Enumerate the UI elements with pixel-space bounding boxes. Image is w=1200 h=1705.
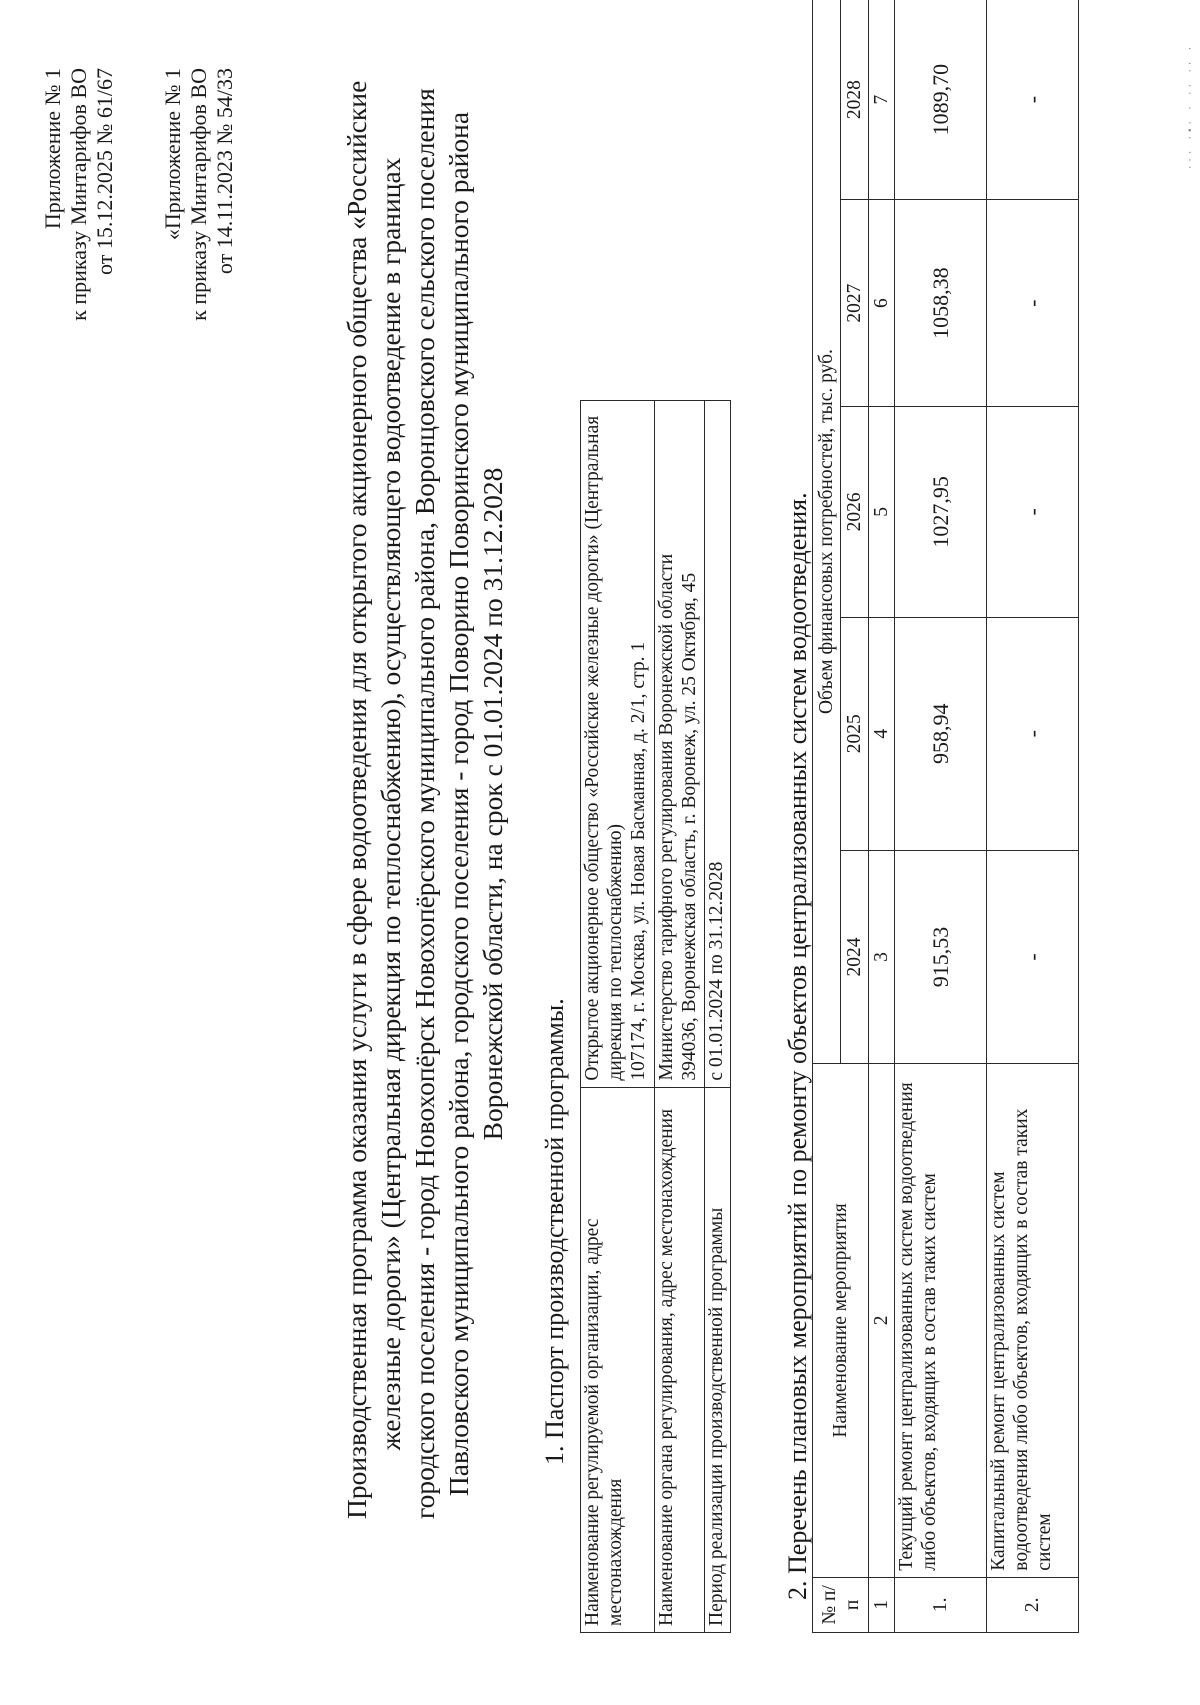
original-stamp-line: «Приложение № 1	[160, 68, 185, 241]
table-row	[655, 401, 705, 1633]
row-value: -	[987, 407, 1079, 618]
original-stamp-line: от 14.11.2023 № 54/33	[212, 68, 237, 275]
approval-stamp-line: Приложение № 1	[40, 68, 65, 230]
approval-stamp	[40, 68, 118, 321]
passport-table	[580, 400, 731, 1633]
row-value: 1089,70	[895, 0, 987, 200]
column-number-row	[869, 0, 895, 1633]
title-line: Павловского муниципального района, городского поселения - город Поворино Поворинского муниципального района	[443, 111, 474, 1497]
row-value: 1058,38	[895, 200, 987, 407]
table-row	[705, 401, 731, 1633]
column-number: 7	[869, 0, 895, 200]
document-title	[340, 80, 510, 1519]
original-stamp-line: к приказу Минтарифов ВО	[186, 68, 211, 321]
table-header-row	[813, 0, 841, 1633]
original-order-stamp	[160, 68, 238, 321]
works-table	[812, 0, 1079, 1633]
header-group: Объем финансовых потребностей, тыс. руб.	[813, 0, 841, 1064]
approval-stamp-line: к приказу Минтарифов ВО	[66, 68, 91, 321]
column-number: 3	[869, 850, 895, 1063]
header-year: 2025	[841, 617, 869, 850]
table-row	[895, 0, 987, 1633]
column-number: 5	[869, 407, 895, 618]
header-year: 2026	[841, 407, 869, 618]
header-year: 2027	[841, 200, 869, 407]
row-value: -	[987, 200, 1079, 407]
passport-value: Министерство тарифного регулирования Воронежской области 394036, Воронежская область, г. Воронеж, ул. 25 Октября, 45	[655, 401, 705, 1088]
column-number: 6	[869, 200, 895, 407]
row-value: 915,53	[895, 850, 987, 1063]
header-year: 2028	[841, 0, 869, 200]
passport-value: с 01.01.2024 по 31.12.2028	[705, 401, 731, 1088]
passport-heading: 1. Паспорт производственной программы.	[540, 998, 569, 1465]
column-number: 1	[869, 1577, 895, 1632]
row-value: 958,94	[895, 617, 987, 850]
row-num: 2.	[987, 1577, 1079, 1632]
table-row	[987, 0, 1079, 1633]
row-value: -	[987, 0, 1079, 200]
column-number: 2	[869, 1064, 895, 1578]
passport-value: Открытое акционерное общество «Российские железные дороги» (Центральная дирекция по теплоснабжению) 107174, г. Москва, ул. Новая Басманная, д. 2/1, стр. 1	[581, 401, 655, 1088]
approval-stamp-line: от 15.12.2025 № 61/67	[92, 68, 117, 275]
row-value: 1027,95	[895, 407, 987, 618]
header-year: 2024	[841, 850, 869, 1063]
row-value: -	[987, 617, 1079, 850]
row-name: Капитальный ремонт централизованных систем водоотведения либо объектов, входящих в состав таких систем	[987, 1064, 1079, 1578]
row-num: 1.	[895, 1577, 987, 1632]
title-line: железные дороги» (Центральная дирекция по теплоснабжению), осуществляющего водоотведение в границах	[375, 157, 406, 1451]
row-name: Текущий ремонт централизованных систем водоотведения либо объектов, входящих в состав таких систем	[895, 1064, 987, 1578]
table-row	[581, 401, 655, 1633]
row-value: -	[987, 850, 1079, 1063]
passport-label: Период реализации производственной программы	[705, 1087, 731, 1632]
header-num: № п/п	[813, 1577, 869, 1632]
title-line: Производственная программа оказания услуги в сфере водоотведения для открытого акционерного общества «Российские	[341, 80, 372, 1519]
works-heading: 2. Перечень плановых мероприятий по ремонту объектов централизованных систем водоотведения.	[783, 492, 812, 1600]
passport-label: Наименование регулируемой организации, адрес местонахождения	[581, 1087, 655, 1632]
title-line: Воронежской области, на срок с 01.01.2024 по 31.12.2028	[477, 467, 508, 1141]
header-name: Наименование мероприятия	[813, 1064, 869, 1578]
scan-noise-marks: ··· ·•· · ·· ·· ·	[1186, 43, 1196, 170]
passport-label: Наименование органа регулирования, адрес местонахождения	[655, 1087, 705, 1632]
title-line: городского поселения - город Новохопёрск Новохопёрского муниципального района, Воронцовского сельского поселения	[409, 88, 440, 1519]
column-number: 4	[869, 617, 895, 850]
